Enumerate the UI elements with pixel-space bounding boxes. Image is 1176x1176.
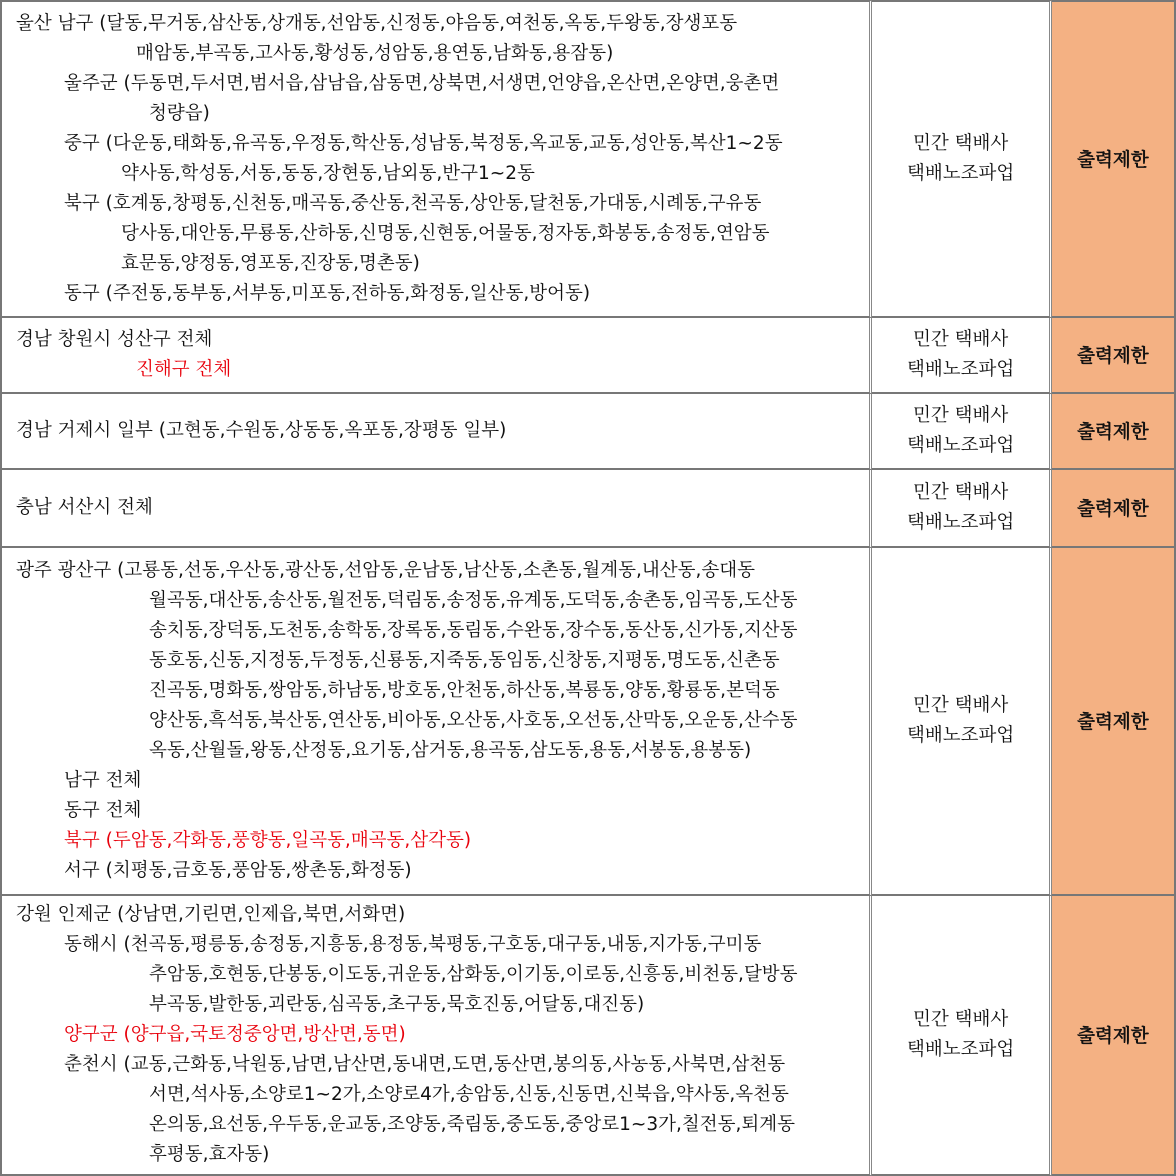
area-line: 후평동,효자동) — [149, 1144, 270, 1165]
status-cell: 출력제한 — [1052, 0, 1176, 318]
area-cell — [0, 318, 872, 394]
table-row — [0, 548, 1176, 896]
area-line: 송치동,장덕동,도천동,송학동,장록동,동림동,수완동,장수동,동산동,신가동,지산동 — [149, 620, 798, 641]
area-line: 서면,석사동,소양로1~2가,소양로4가,송암동,신동,신동면,신북읍,약사동,옥천동 — [149, 1084, 789, 1105]
area-line: 광주 광산구 (고룡동,선동,우산동,광산동,선암동,운남동,남산동,소촌동,월계동,내산동,송대동 — [16, 560, 756, 581]
area-line: 매암동,부곡동,고사동,황성동,성암동,용연동,남화동,용잠동) — [136, 43, 614, 64]
carrier-cell — [872, 394, 1051, 470]
table-row — [0, 470, 1176, 548]
area-cell — [0, 394, 872, 470]
carrier-line: 민간 택배사 — [912, 482, 1009, 503]
area-line: 북구 (두암동,각화동,풍향동,일곡동,매곡동,삼각동) — [64, 830, 472, 851]
area-line: 양구군 (양구읍,국토정중앙면,방산면,동면) — [64, 1024, 406, 1045]
status-cell: 출력제한 — [1052, 394, 1176, 470]
area-line: 부곡동,발한동,괴란동,심곡동,초구동,묵호진동,어달동,대진동) — [149, 994, 645, 1015]
area-line: 중구 (다운동,태화동,유곡동,우정동,학산동,성남동,북정동,옥교동,교동,성안동,복산1~2동 — [64, 133, 783, 154]
area-cell — [0, 896, 872, 1176]
area-line: 진곡동,명화동,쌍암동,하남동,방호동,안천동,하산동,복룡동,양동,황룡동,본덕동 — [149, 680, 780, 701]
area-line: 옥동,산월돌,왕동,산정동,요기동,삼거동,용곡동,삼도동,용동,서봉동,용봉동) — [149, 740, 752, 761]
area-line: 울산 남구 (달동,무거동,삼산동,상개동,선암동,신정동,야음동,여천동,옥동,두왕동,장생포동 — [16, 13, 738, 34]
area-line: 춘천시 (교동,근화동,낙원동,남면,남산면,동내면,도면,동산면,봉의동,사농동,사북면,삼천동 — [64, 1054, 786, 1075]
area-line: 북구 (호계동,창평동,신천동,매곡동,중산동,천곡동,상안동,달천동,가대동,시례동,구유동 — [64, 193, 762, 214]
table-row — [0, 0, 1176, 318]
area-line: 추암동,호현동,단봉동,이도동,귀운동,삼화동,이기동,이로동,신흥동,비천동,달방동 — [149, 964, 798, 985]
area-cell — [0, 0, 872, 318]
carrier-line: 택배노조파업 — [907, 512, 1015, 533]
area-line: 효문동,양정동,영포동,진장동,명촌동) — [121, 253, 420, 274]
area-line: 월곡동,대산동,송산동,월전동,덕림동,송정동,유계동,도덕동,송촌동,임곡동,도산동 — [149, 590, 798, 611]
area-line: 경남 창원시 성산구 전체 — [16, 329, 213, 350]
area-line: 동구 (주전동,동부동,서부동,미포동,전하동,화정동,일산동,방어동) — [64, 283, 591, 304]
carrier-line: 택배노조파업 — [907, 163, 1015, 184]
table-row — [0, 394, 1176, 470]
area-line: 울주군 (두동면,두서면,범서읍,삼남읍,삼동면,상북면,서생면,언양읍,온산면,온양면,웅촌면 — [64, 73, 780, 94]
carrier-cell — [872, 318, 1051, 394]
area-cell — [0, 548, 872, 896]
carrier-cell — [872, 0, 1051, 318]
status-cell: 출력제한 — [1052, 896, 1176, 1176]
carrier-line: 민간 택배사 — [912, 405, 1009, 426]
area-line: 진해구 전체 — [136, 359, 232, 380]
carrier-line: 택배노조파업 — [907, 359, 1015, 380]
carrier-line: 민간 택배사 — [912, 133, 1009, 154]
carrier-cell — [872, 896, 1051, 1176]
area-line: 당사동,대안동,무룡동,산하동,신명동,신현동,어물동,정자동,화봉동,송정동,연암동 — [121, 223, 770, 244]
area-line: 청량읍) — [149, 103, 210, 124]
area-line: 강원 인제군 (상남면,기린면,인제읍,북면,서화면) — [16, 904, 406, 925]
area-line: 양산동,흑석동,북산동,연산동,비아동,오산동,사호동,오선동,산막동,오운동,산수동 — [149, 710, 798, 731]
carrier-cell — [872, 470, 1051, 548]
table-row — [0, 896, 1176, 1176]
status-cell: 출력제한 — [1052, 318, 1176, 394]
area-line: 남구 전체 — [64, 770, 142, 791]
carrier-line: 택배노조파업 — [907, 435, 1015, 456]
carrier-cell — [872, 548, 1051, 896]
carrier-line: 택배노조파업 — [907, 725, 1015, 746]
area-line: 약사동,학성동,서동,동동,장현동,남외동,반구1~2동 — [121, 163, 535, 184]
carrier-line: 택배노조파업 — [907, 1039, 1015, 1060]
carrier-line: 민간 택배사 — [912, 695, 1009, 716]
area-line: 충남 서산시 전체 — [16, 497, 153, 518]
status-cell: 출력제한 — [1052, 548, 1176, 896]
table-row — [0, 318, 1176, 394]
area-cell — [0, 470, 872, 548]
area-line: 온의동,요선동,우두동,운교동,조양동,죽림동,중도동,중앙로1~3가,칠전동,퇴계동 — [149, 1114, 795, 1135]
area-line: 서구 (치평동,금호동,풍암동,쌍촌동,화정동) — [64, 860, 412, 881]
area-line: 동구 전체 — [64, 800, 142, 821]
area-line: 경남 거제시 일부 (고현동,수원동,상동동,옥포동,장평동 일부) — [16, 420, 507, 441]
status-cell: 출력제한 — [1052, 470, 1176, 548]
area-line: 동호동,신동,지정동,두정동,신룡동,지죽동,동임동,신창동,지평동,명도동,신촌동 — [149, 650, 780, 671]
area-line: 동해시 (천곡동,평릉동,송정동,지흥동,용정동,북평동,구호동,대구동,내동,지가동,구미동 — [64, 934, 762, 955]
carrier-line: 민간 택배사 — [912, 329, 1009, 350]
carrier-line: 민간 택배사 — [912, 1009, 1009, 1030]
